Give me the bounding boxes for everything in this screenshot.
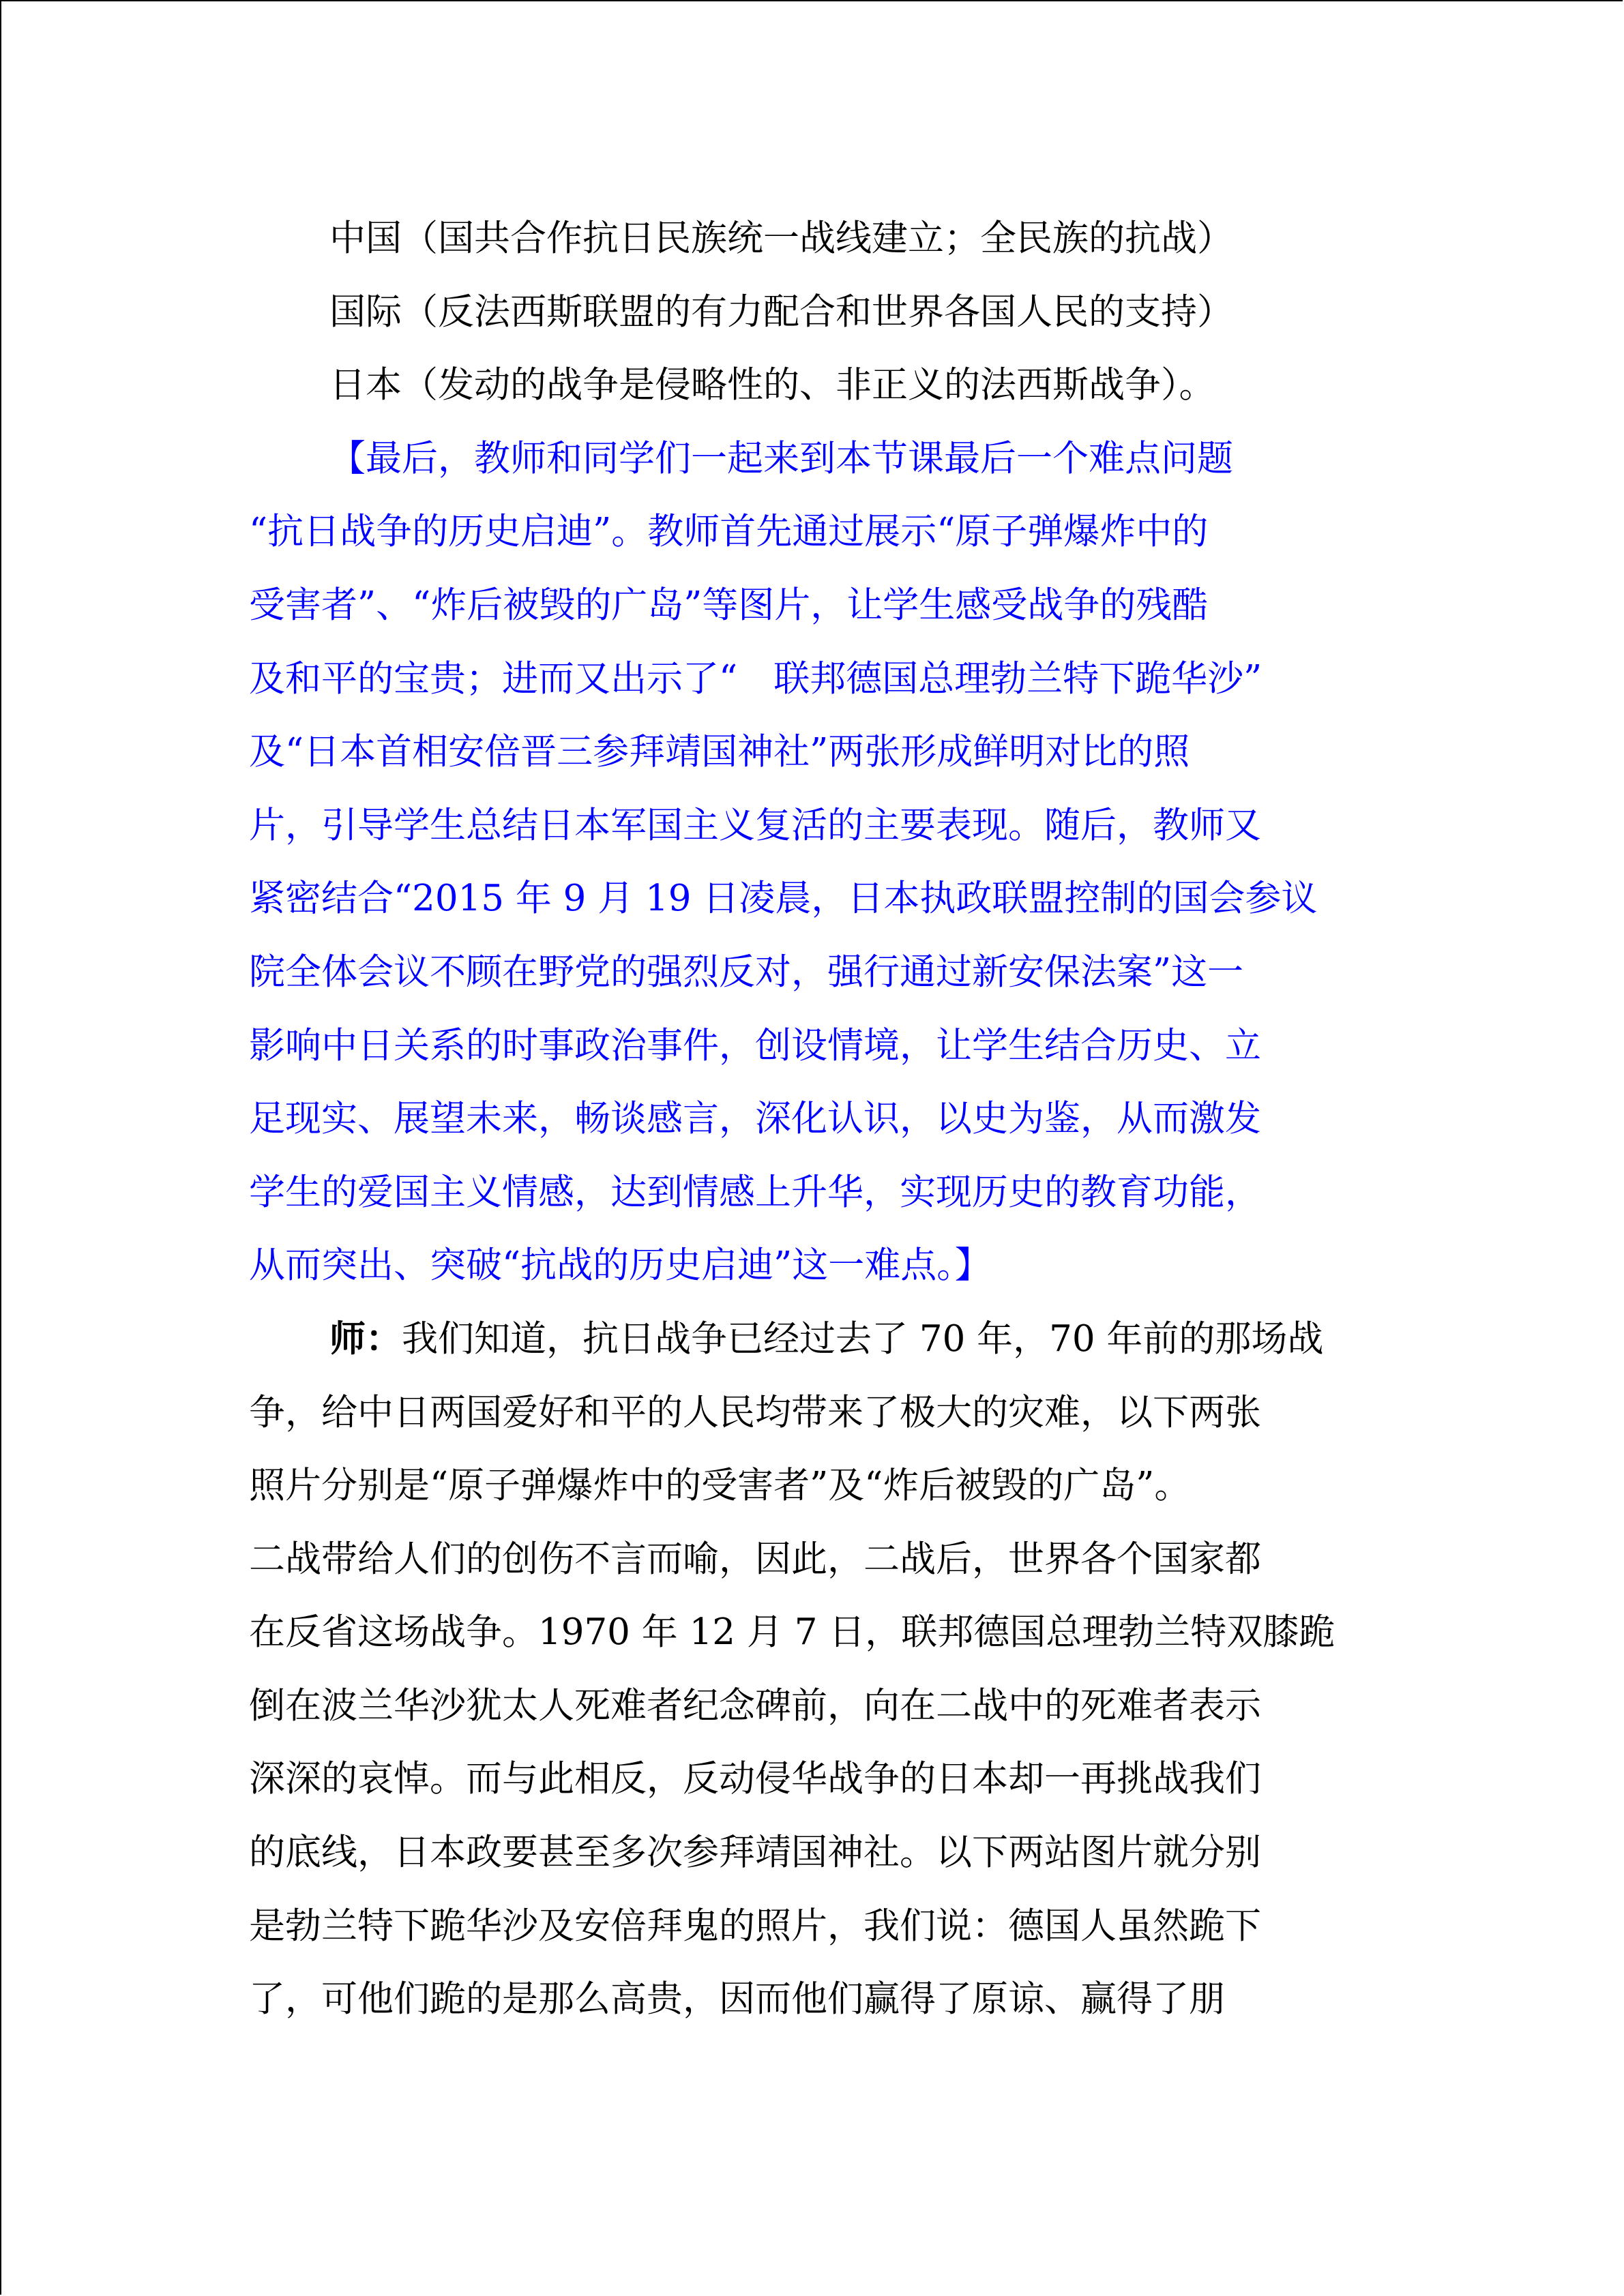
speech-text: 我们知道，抗日战争已经过去了 70 年，70 年前的那场战 [402,1317,1324,1360]
annotation-line: 紧密结合“2015 年 9 月 19 日凌晨，日本执政联盟控制的国会参议 [249,878,1318,920]
speech-line: 的底线，日本政要甚至多次参拜靖国神社。以下两站图片就分别 [249,1832,1261,1874]
speech-line: 争，给中日两国爱好和平的人民均带来了极大的灾难，以下两张 [249,1391,1261,1433]
speech-line: 二战带给人们的创伤不言而喻，因此，二战后，世界各个国家都 [249,1538,1261,1580]
annotation-line: 足现实、展望未来，畅谈感言，深化认识，以史为鉴，从而激发 [249,1098,1261,1140]
speech-line: 了，可他们跪的是那么高贵，因而他们赢得了原谅、赢得了朋 [249,1978,1225,2021]
speech-line: 是勃兰特下跪华沙及安倍拜鬼的照片，我们说：德国人虽然跪下 [249,1905,1261,1947]
teacher-first-line [0,1302,1624,1376]
annotation-line: 院全体会议不顾在野党的强烈反对，强行通过新安保法案”这一 [249,951,1244,993]
speech-line: 倒在波兰华沙犹太人死难者纪念碑前，向在二战中的死难者表示 [249,1684,1261,1727]
annotation-paragraph [0,422,1624,1302]
annotation-line: 影响中日关系的时事政治事件，创设情境，让学生结合历史、立 [249,1024,1261,1067]
teacher-speech-paragraph [0,1302,1624,2036]
annotation-line: 学生的爱国主义情感，达到情感上升华，实现历史的教育功能， [249,1171,1261,1213]
annotation-line: 从而突出、突破“抗战的历史启迪”这一难点。】 [249,1244,991,1287]
speech-line: 深深的哀悼。而与此相反，反动侵华战争的日本却一再挑战我们 [249,1758,1261,1800]
annotation-line: 及“日本首相安倍晋三参拜靖国神社”两张形成鲜明对比的照 [249,731,1190,773]
annotation-line: 【最后，教师和同学们一起来到本节课最后一个难点问题 [329,437,1233,479]
speech-line: 照片分别是“原子弹爆炸中的受害者”及“炸后被毁的广岛”。 [249,1465,1191,1507]
summary-list [0,202,1624,422]
document-body [0,202,1624,2036]
list-item-international: 国际（反法西斯联盟的有力配合和世界各国人民的支持） [329,290,1233,333]
annotation-line: “抗日战争的历史启迪”。教师首先通过展示“原子弹爆炸中的 [249,511,1209,553]
speaker-label: 师： [329,1317,402,1360]
list-item-japan: 日本（发动的战争是侵略性的、非正义的法西斯战争）。 [329,364,1215,406]
annotation-line: 及和平的宝贵；进而又出示了“ 联邦德国总理勃兰特下跪华沙” [249,657,1263,700]
list-item-china: 中国（国共合作抗日民族统一战线建立；全民族的抗战） [329,218,1233,259]
speech-line: 在反省这场战争。1970 年 12 月 7 日，联邦德国总理勃兰特双膝跪 [249,1611,1335,1654]
annotation-line: 受害者”、“炸后被毁的广岛”等图片，让学生感受战争的残酷 [249,584,1209,626]
annotation-line: 片，引导学生总结日本军国主义复活的主要表现。随后，教师又 [249,804,1261,846]
